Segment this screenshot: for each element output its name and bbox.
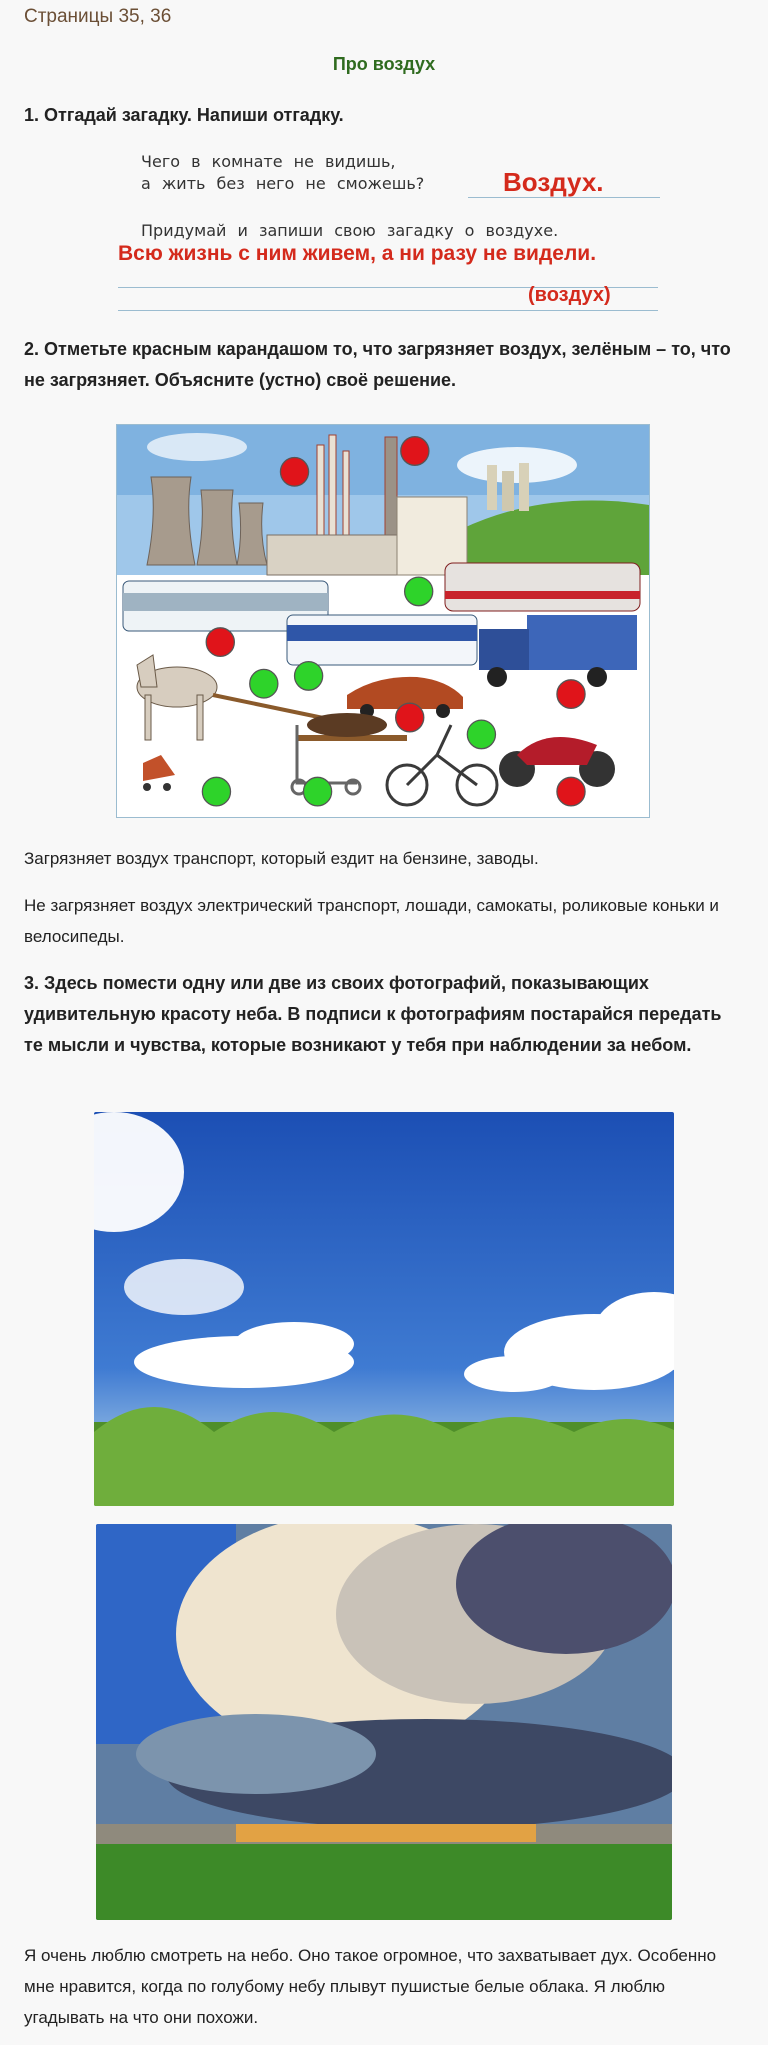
scooter-marker (295, 662, 323, 691)
riddle-line-1: Чего в комнате не видишь, (141, 152, 396, 171)
pollutes-answer: Загрязняет воздух транспорт, который ездит на бензине, заводы. (24, 849, 539, 868)
pollution-picture (116, 424, 650, 818)
trolleybus-marker (405, 577, 433, 606)
riddle-block (118, 150, 658, 320)
own-riddle-text: Всю жизнь с ним живем, а ни разу не видели. (118, 242, 597, 265)
tram-icon (445, 563, 640, 611)
motorcycle-marker (557, 777, 585, 806)
writing-line-2 (118, 310, 658, 311)
truck-marker (557, 680, 585, 709)
bicycle-marker (467, 720, 495, 749)
horse-marker (250, 669, 278, 698)
sled-marker (206, 628, 234, 657)
task-2-heading: 2. Отметьте красным карандашом то, что загрязняет воздух, зелёным – то, что не загрязняет. Объясните (устно) своё решение. (24, 339, 731, 390)
sky-photo-1 (94, 1112, 674, 1506)
photo-caption: Я очень люблю смотреть на небо. Оно такое огромное, что захватывает дух. Особенно мне нравится, когда по голубому небу плывут пушистые белые облака. Я люблю угадывать на что они похожи. (24, 1946, 717, 2027)
car-marker (396, 703, 424, 732)
riddle-answer: Воздух. (503, 167, 604, 197)
own-riddle-answer: (воздух) (528, 284, 611, 306)
page-title: Про воздух (332, 54, 436, 74)
scooter-bottom-marker (303, 777, 331, 806)
answer-line (468, 197, 660, 198)
task-3-heading: 3. Здесь помести одну или две из своих фотографий, показывающих удивительную красоту неба. В подписи к фотографиям постарайся передать те мысли и чувства, которые возникают у тебя при наблюдении за небом. (24, 973, 722, 1055)
riddle-instruction: Придумай и запиши свою загадку о воздухе. (141, 221, 559, 240)
sky-photo-2 (96, 1524, 672, 1920)
task-1-heading: 1. Отгадай загадку. Напиши отгадку. (24, 105, 344, 125)
stacks-marker (401, 437, 429, 466)
riddle-line-2: а жить без него не сможешь? (141, 174, 425, 193)
roller-skate-marker (202, 777, 230, 806)
factory-marker (280, 458, 308, 487)
clean-answer: Не загрязняет воздух электрический транспорт, лошади, самокаты, роликовые коньки и велосипеды. (24, 896, 719, 946)
bus-icon (287, 615, 477, 665)
page-numbers: Страницы 35, 36 (24, 6, 172, 27)
